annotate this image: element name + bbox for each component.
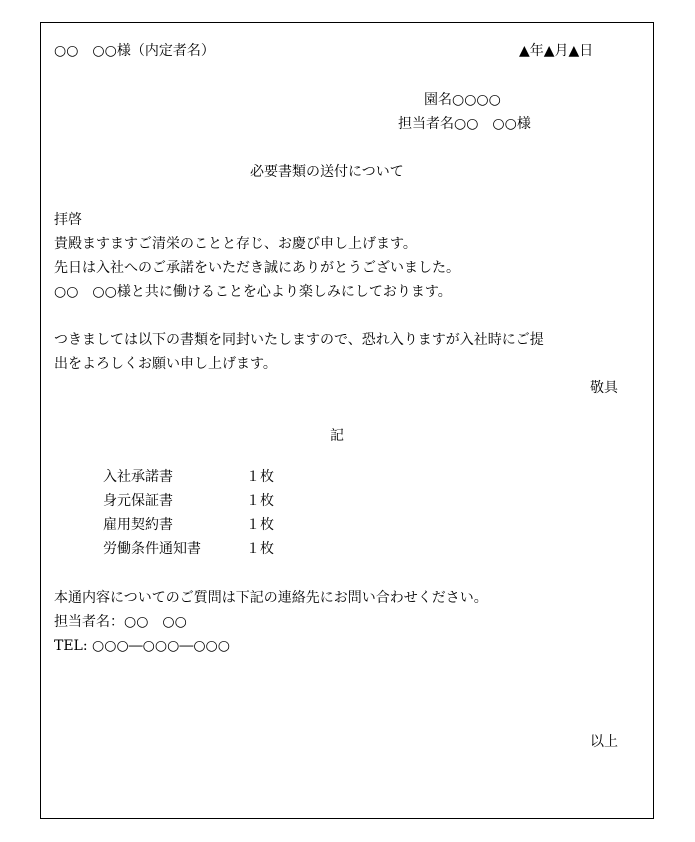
document-name: 労働条件通知書 bbox=[103, 541, 201, 557]
document-name: 入社承諾書 bbox=[103, 469, 173, 485]
end-mark: 以上 bbox=[590, 734, 618, 750]
contact-phone: TEL: ○○○―○○○―○○○ bbox=[54, 638, 230, 654]
body-line: ○○ ○○様と共に働けることを心より楽しみにしております。 bbox=[54, 284, 452, 300]
document-name: 身元保証書 bbox=[103, 493, 173, 509]
document-quantity: １枚 bbox=[246, 517, 274, 533]
letter-page bbox=[40, 22, 654, 819]
letter-subject: 必要書類の送付について bbox=[250, 164, 404, 180]
document-quantity: １枚 bbox=[246, 469, 274, 485]
opening-salutation: 拝啓 bbox=[54, 212, 82, 228]
recipient-name: ○○ ○○様（内定者名） bbox=[54, 43, 215, 59]
contact-person: 担当者名：○○ ○○ bbox=[54, 614, 187, 630]
notes-heading: 記 bbox=[330, 428, 344, 444]
closing-salutation: 敬具 bbox=[590, 380, 618, 396]
document-name: 雇用契約書 bbox=[103, 517, 173, 533]
sender-organization: 園名○○○○ bbox=[424, 92, 501, 108]
document-quantity: １枚 bbox=[246, 541, 274, 557]
body-line: 出をよろしくお願い申し上げます。 bbox=[54, 356, 277, 372]
body-line: 貴殿ますますご清栄のことと存じ、お慶び申し上げます。 bbox=[54, 236, 417, 252]
document-quantity: １枚 bbox=[246, 493, 274, 509]
contact-intro: 本通内容についてのご質問は下記の連絡先にお問い合わせください。 bbox=[54, 590, 488, 606]
body-line: 先日は入社へのご承諾をいただき誠にありがとうございました。 bbox=[54, 260, 460, 276]
letter-date: ▲年▲月▲日 bbox=[519, 43, 594, 59]
body-line: つきましては以下の書類を同封いたしますので、恐れ入りますが入社時にご提 bbox=[54, 332, 544, 348]
sender-person: 担当者名○○ ○○様 bbox=[398, 116, 531, 132]
